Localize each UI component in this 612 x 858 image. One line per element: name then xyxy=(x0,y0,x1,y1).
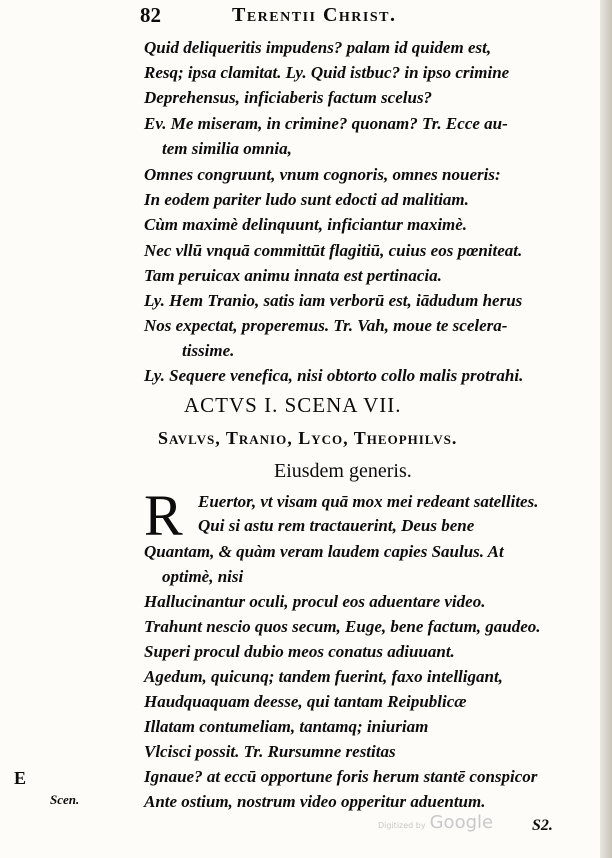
drop-capital: R xyxy=(144,483,183,548)
margin-note: Scen. xyxy=(50,792,80,807)
verse-line: Qui si astu rem tractauerint, Deus bene xyxy=(198,516,475,535)
verse-line: In eodem pariter ludo sunt edocti ad malitiam. xyxy=(144,190,469,209)
verse-line: Ev. Me miseram, in crimine? quonam? Tr. Ecce au- xyxy=(144,114,508,133)
verse-line: Illatam contumeliam, tantamq; iniuriam xyxy=(144,717,429,736)
verse-line: Nec vllū vnquā committūt flagitiū, cuius eos pœniteat. xyxy=(144,241,523,260)
verse-line: Tam peruicax animu innata est pertinacia. xyxy=(144,266,442,285)
running-title: Terentii Christ. xyxy=(232,4,397,26)
verse-line: Hallucinantur oculi, procul eos aduentare video. xyxy=(144,592,486,611)
verse-line: Ly. Sequere venefica, nisi obtorto collo malis protrahi. xyxy=(144,366,524,385)
verse-line: Ly. Hem Tranio, satis iam verborū est, iādudum herus xyxy=(144,291,523,310)
verse-line: Nos expectat, properemus. Tr. Vah, moue te scelera- xyxy=(144,316,508,335)
scene-subtitle: Eiusdem generis. xyxy=(274,460,412,482)
verse-line: tissime. xyxy=(182,341,235,360)
page-edge-shadow xyxy=(600,0,612,858)
verse-line: Quid deliqueritis impudens? palam id quidem est, xyxy=(144,38,492,57)
verse-line: Deprehensus, inficiaberis factum scelus? xyxy=(144,88,433,107)
verse-line: tem similia omnia, xyxy=(162,139,292,158)
verse-line: optimè, nisi xyxy=(162,567,244,586)
digitization-watermark xyxy=(378,812,493,833)
verse-line: Vlcisci possit. Tr. Rursumne restitas xyxy=(144,742,396,761)
verse-line: Cùm maximè delinquunt, inficiantur maximè. xyxy=(144,215,468,234)
watermark-text: Google xyxy=(429,812,494,833)
verse-line: Quantam, & quàm veram laudem capies Saulus. At xyxy=(144,542,504,561)
verse-line: Ante ostium, nostrum video opperitur aduentum. xyxy=(144,792,486,811)
watermark-prefix: Digitized by xyxy=(378,821,426,830)
verse-line: Superi procul dubio meos conatus adiuuant. xyxy=(144,642,455,661)
verse-line: Resq; ipsa clamitat. Ly. Quid istbuc? in ipso crimine xyxy=(144,63,510,82)
signature-mark: S2. xyxy=(532,817,553,834)
dramatis-personae: Savlvs, Tranio, Lyco, Theophilvs. xyxy=(158,428,458,448)
verse-line: Trahunt nescio quos secum, Euge, bene factum, gaudeo. xyxy=(144,617,541,636)
verse-line: Euertor, vt visam quā mox mei redeant satellites. xyxy=(198,492,539,511)
verse-line: Ignaue? at eccū opportune foris herum stantē conspicor xyxy=(144,767,538,786)
act-scene-heading: ACTVS I. SCENA VII. xyxy=(184,393,402,417)
margin-mark: E xyxy=(14,768,27,788)
verse-line: Haudquaquam deesse, qui tantam Reipublicæ xyxy=(144,692,467,711)
verse-line: Omnes congruunt, vnum cognoris, omnes noueris: xyxy=(144,165,501,184)
page-number: 82 xyxy=(140,3,161,27)
verse-line: Agedum, quicunq; tandem fuerint, faxo intelligant, xyxy=(144,667,503,686)
